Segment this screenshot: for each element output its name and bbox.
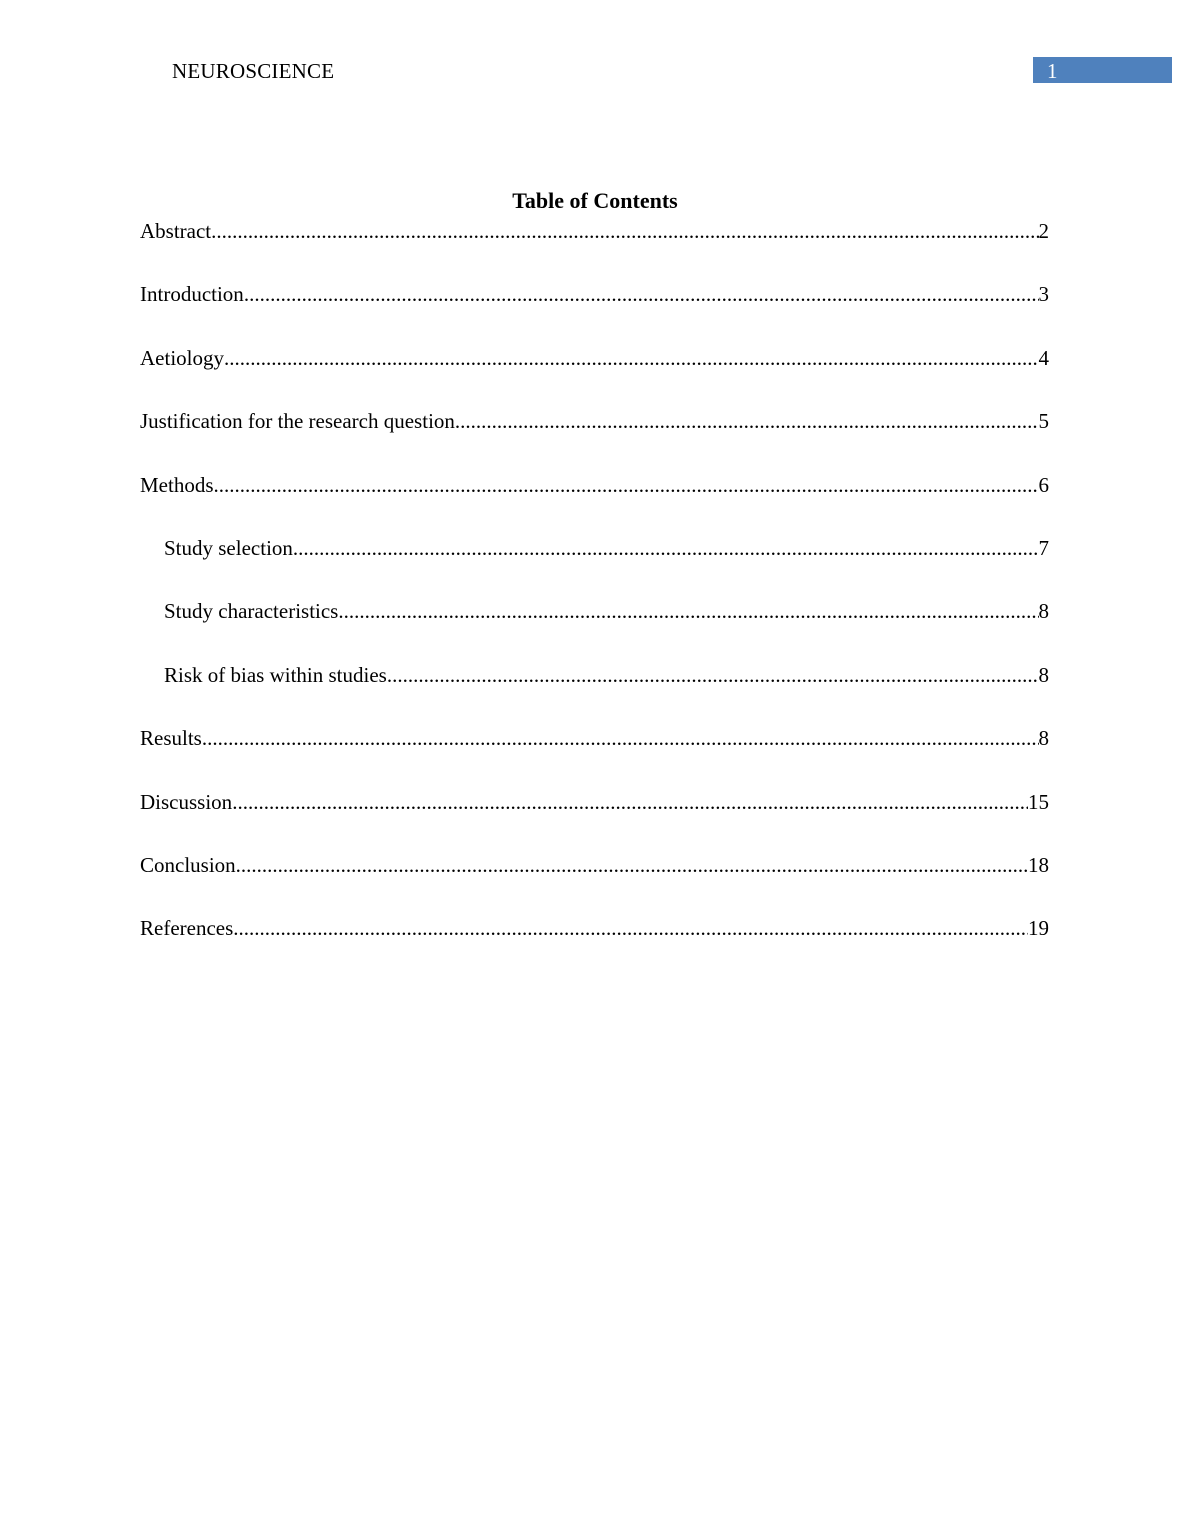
- toc-entry-page: 2: [1038, 219, 1049, 243]
- toc-entry-page: 7: [1038, 535, 1049, 560]
- toc-entry-label: Introduction: [140, 282, 244, 307]
- toc-entry-conclusion[interactable]: [140, 851, 1049, 914]
- toc-dot-leader: [233, 914, 1028, 942]
- toc-entry-page: 4: [1038, 345, 1049, 370]
- toc-dot-leader: [202, 724, 1039, 752]
- toc-entry-page: 3: [1038, 282, 1049, 307]
- toc-dot-leader: [455, 407, 1039, 435]
- toc-dot-leader: [232, 788, 1028, 816]
- toc-entry-page: 18: [1028, 852, 1049, 877]
- toc-entry-label: Abstract: [140, 219, 212, 243]
- toc-dot-leader: [214, 471, 1039, 499]
- toc-entry-page: 8: [1038, 599, 1049, 624]
- toc-dot-leader: [338, 597, 1038, 625]
- toc-entry-label: References: [140, 916, 234, 941]
- toc-entry-introduction[interactable]: [140, 280, 1049, 343]
- toc-entry-study-characteristics[interactable]: [140, 597, 1049, 660]
- toc-entry-page: 5: [1038, 409, 1049, 434]
- toc-entry-page: 19: [1028, 916, 1049, 941]
- toc-entry-label: Aetiology: [140, 345, 224, 370]
- toc-entry-abstract[interactable]: [140, 217, 1049, 280]
- toc-dot-leader: [236, 851, 1028, 879]
- toc-entry-label: Discussion: [140, 789, 233, 814]
- toc-dot-leader: [387, 661, 1039, 689]
- toc-entry-results[interactable]: [140, 724, 1049, 787]
- toc-dot-leader: [293, 534, 1039, 562]
- toc-dot-leader: [244, 280, 1039, 308]
- toc-entry-label: Results: [140, 726, 202, 751]
- toc-entry-study-selection[interactable]: [140, 534, 1049, 597]
- running-head: NEUROSCIENCE: [172, 59, 335, 83]
- toc-entry-discussion[interactable]: [140, 788, 1049, 851]
- toc-entry-justification[interactable]: [140, 407, 1049, 470]
- toc-entry-page: 8: [1038, 726, 1049, 751]
- toc-entry-label: Risk of bias within studies: [164, 662, 387, 687]
- toc-dot-leader: [224, 344, 1039, 372]
- toc-entry-label: Justification for the research question: [140, 409, 455, 434]
- page-number-box: [1033, 57, 1172, 83]
- toc-entry-methods[interactable]: [140, 471, 1049, 534]
- toc-list: [140, 217, 1049, 978]
- toc-entry-label: Methods: [140, 472, 214, 497]
- toc-entry-label: Study characteristics: [164, 599, 339, 624]
- toc-entry-risk-of-bias[interactable]: [140, 661, 1049, 724]
- page-number: 1: [1047, 59, 1058, 83]
- toc-entry-page: 8: [1038, 662, 1049, 687]
- toc-entry-label: Study selection: [164, 535, 293, 560]
- toc-dot-leader: [211, 217, 1038, 245]
- toc-entry-references[interactable]: [140, 914, 1049, 977]
- toc-entry-page: 6: [1038, 472, 1049, 497]
- toc-entry-label: Conclusion: [140, 852, 236, 877]
- toc-entry-page: 15: [1028, 789, 1049, 814]
- toc-entry-aetiology[interactable]: [140, 344, 1049, 407]
- toc-title: Table of Contents: [512, 188, 678, 213]
